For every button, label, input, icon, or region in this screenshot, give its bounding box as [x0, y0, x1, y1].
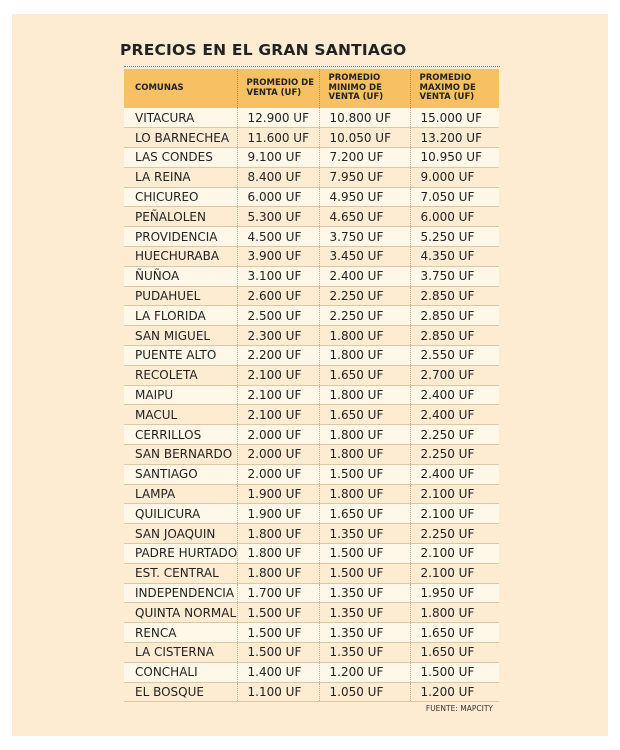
table-row: [124, 385, 499, 405]
header-line: PROMEDIO: [328, 73, 381, 84]
header-line: VENTA (UF): [328, 92, 384, 103]
promedio-venta-cell: 1.500 UF: [237, 603, 319, 623]
table-row: [124, 603, 499, 623]
promedio-venta-cell: 6.000 UF: [237, 187, 319, 207]
minimo-venta-cell: 1.350 UF: [319, 583, 410, 603]
promedio-venta-cell: 1.100 UF: [237, 682, 319, 702]
maximo-venta-cell: 7.050 UF: [410, 187, 499, 207]
comuna-cell: LO BARNECHEA: [124, 128, 237, 148]
comuna-cell: EST. CENTRAL: [124, 563, 237, 583]
maximo-venta-cell: 1.200 UF: [410, 682, 499, 702]
promedio-venta-cell: 12.900 UF: [237, 108, 319, 128]
comuna-cell: SAN JOAQUIN: [124, 524, 237, 544]
minimo-venta-cell: 2.250 UF: [319, 286, 410, 306]
table-row: [124, 563, 499, 583]
maximo-venta-cell: 2.850 UF: [410, 326, 499, 346]
source-note: FUENTE: MAPCITY: [425, 704, 493, 713]
table-row: [124, 266, 499, 286]
promedio-venta-cell: 1.500 UF: [237, 643, 319, 663]
maximo-venta-cell: 10.950 UF: [410, 148, 499, 168]
maximo-venta-cell: 2.250 UF: [410, 445, 499, 465]
comuna-cell: INDEPENDENCIA: [124, 583, 237, 603]
table-row: [124, 544, 499, 564]
maximo-venta-cell: 2.400 UF: [410, 385, 499, 405]
table-row: [124, 643, 499, 663]
minimo-venta-cell: 1.200 UF: [319, 662, 410, 682]
comuna-cell: LA CISTERNA: [124, 643, 237, 663]
minimo-venta-cell: 1.800 UF: [319, 385, 410, 405]
promedio-maximo-header: [410, 69, 499, 108]
comuna-cell: SANTIAGO: [124, 464, 237, 484]
header-line: VENTA (UF): [246, 87, 302, 98]
comuna-cell: QUINTA NORMAL: [124, 603, 237, 623]
maximo-venta-cell: 2.250 UF: [410, 524, 499, 544]
minimo-venta-cell: 10.800 UF: [319, 108, 410, 128]
maximo-venta-cell: 3.750 UF: [410, 266, 499, 286]
minimo-venta-cell: 1.500 UF: [319, 544, 410, 564]
comuna-cell: LA FLORIDA: [124, 306, 237, 326]
promedio-venta-cell: 2.300 UF: [237, 326, 319, 346]
minimo-venta-cell: 1.800 UF: [319, 326, 410, 346]
maximo-venta-cell: 2.100 UF: [410, 544, 499, 564]
comunas-header: [124, 69, 237, 108]
maximo-venta-cell: 2.400 UF: [410, 464, 499, 484]
maximo-venta-cell: 2.550 UF: [410, 346, 499, 366]
table-row: [124, 247, 499, 267]
promedio-venta-cell: 2.100 UF: [237, 385, 319, 405]
comuna-cell: RENCA: [124, 623, 237, 643]
comuna-cell: LAS CONDES: [124, 148, 237, 168]
promedio-venta-cell: 2.100 UF: [237, 365, 319, 385]
maximo-venta-cell: 2.250 UF: [410, 425, 499, 445]
comuna-cell: PROVIDENCIA: [124, 227, 237, 247]
comuna-cell: CHICUREO: [124, 187, 237, 207]
promedio-venta-header: [237, 69, 319, 108]
maximo-venta-cell: 13.200 UF: [410, 128, 499, 148]
promedio-venta-cell: 9.100 UF: [237, 148, 319, 168]
maximo-venta-cell: 2.850 UF: [410, 286, 499, 306]
maximo-venta-cell: 1.500 UF: [410, 662, 499, 682]
maximo-venta-cell: 2.850 UF: [410, 306, 499, 326]
comuna-cell: CONCHALI: [124, 662, 237, 682]
table-row: [124, 128, 499, 148]
promedio-venta-cell: 3.100 UF: [237, 266, 319, 286]
maximo-venta-cell: 15.000 UF: [410, 108, 499, 128]
header-line: MAXIMO DE: [419, 82, 476, 93]
promedio-venta-cell: 3.900 UF: [237, 247, 319, 267]
minimo-venta-cell: 1.350 UF: [319, 524, 410, 544]
table-row: [124, 484, 499, 504]
comuna-cell: LA REINA: [124, 167, 237, 187]
promedio-venta-cell: 1.500 UF: [237, 623, 319, 643]
maximo-venta-cell: 6.000 UF: [410, 207, 499, 227]
table-row: [124, 227, 499, 247]
minimo-venta-cell: 1.650 UF: [319, 405, 410, 425]
promedio-venta-cell: 1.800 UF: [237, 524, 319, 544]
table-row: [124, 445, 499, 465]
promedio-venta-cell: 11.600 UF: [237, 128, 319, 148]
promedio-venta-cell: 5.300 UF: [237, 207, 319, 227]
table-row: [124, 504, 499, 524]
table-row: [124, 682, 499, 702]
comuna-cell: PUENTE ALTO: [124, 346, 237, 366]
table-row: [124, 207, 499, 227]
header-line: PROMEDIO: [419, 73, 472, 84]
minimo-venta-cell: 2.250 UF: [319, 306, 410, 326]
minimo-venta-cell: 2.400 UF: [319, 266, 410, 286]
minimo-venta-cell: 1.050 UF: [319, 682, 410, 702]
promedio-venta-cell: 1.900 UF: [237, 504, 319, 524]
promedio-venta-cell: 2.500 UF: [237, 306, 319, 326]
table-row: [124, 464, 499, 484]
minimo-venta-cell: 4.950 UF: [319, 187, 410, 207]
promedio-venta-cell: 1.900 UF: [237, 484, 319, 504]
table-row: [124, 187, 499, 207]
promedio-venta-cell: 1.400 UF: [237, 662, 319, 682]
minimo-venta-cell: 7.950 UF: [319, 167, 410, 187]
promedio-venta-cell: 2.100 UF: [237, 405, 319, 425]
table-header-row: [124, 69, 499, 108]
promedio-venta-cell: 1.800 UF: [237, 563, 319, 583]
comuna-cell: SAN BERNARDO: [124, 445, 237, 465]
maximo-venta-cell: 2.700 UF: [410, 365, 499, 385]
comuna-cell: EL BOSQUE: [124, 682, 237, 702]
comuna-cell: SAN MIGUEL: [124, 326, 237, 346]
comuna-cell: MAIPU: [124, 385, 237, 405]
maximo-venta-cell: 2.100 UF: [410, 504, 499, 524]
minimo-venta-cell: 1.800 UF: [319, 445, 410, 465]
minimo-venta-cell: 1.500 UF: [319, 464, 410, 484]
maximo-venta-cell: 2.100 UF: [410, 563, 499, 583]
table-row: [124, 108, 499, 128]
table-row: [124, 148, 499, 168]
comuna-cell: QUILICURA: [124, 504, 237, 524]
minimo-venta-cell: 1.350 UF: [319, 643, 410, 663]
minimo-venta-cell: 3.450 UF: [319, 247, 410, 267]
promedio-venta-cell: 2.000 UF: [237, 464, 319, 484]
header-line: MINIMO DE: [328, 82, 382, 93]
minimo-venta-cell: 1.800 UF: [319, 346, 410, 366]
maximo-venta-cell: 1.650 UF: [410, 623, 499, 643]
table-row: [124, 662, 499, 682]
table-row: [124, 326, 499, 346]
promedio-venta-cell: 4.500 UF: [237, 227, 319, 247]
comuna-cell: PEÑALOLEN: [124, 207, 237, 227]
minimo-venta-cell: 1.650 UF: [319, 504, 410, 524]
comuna-cell: PADRE HURTADO: [124, 544, 237, 564]
maximo-venta-cell: 2.400 UF: [410, 405, 499, 425]
comuna-cell: HUECHURABA: [124, 247, 237, 267]
minimo-venta-cell: 1.500 UF: [319, 563, 410, 583]
promedio-venta-cell: 1.800 UF: [237, 544, 319, 564]
comuna-cell: CERRILLOS: [124, 425, 237, 445]
chart-title: PRECIOS EN EL GRAN SANTIAGO: [120, 41, 407, 59]
maximo-venta-cell: 4.350 UF: [410, 247, 499, 267]
maximo-venta-cell: 1.800 UF: [410, 603, 499, 623]
table-row: [124, 346, 499, 366]
header-line: COMUNAS: [135, 82, 184, 93]
promedio-venta-cell: 2.200 UF: [237, 346, 319, 366]
minimo-venta-cell: 3.750 UF: [319, 227, 410, 247]
comuna-cell: RECOLETA: [124, 365, 237, 385]
table-row: [124, 583, 499, 603]
maximo-venta-cell: 5.250 UF: [410, 227, 499, 247]
table-row: [124, 167, 499, 187]
table-row: [124, 623, 499, 643]
minimo-venta-cell: 7.200 UF: [319, 148, 410, 168]
promedio-minimo-header: [319, 69, 410, 108]
table-row: [124, 524, 499, 544]
table-body: [124, 108, 499, 702]
minimo-venta-cell: 1.800 UF: [319, 425, 410, 445]
table-row: [124, 405, 499, 425]
maximo-venta-cell: 2.100 UF: [410, 484, 499, 504]
header-line: VENTA (UF): [419, 92, 475, 103]
maximo-venta-cell: 1.650 UF: [410, 643, 499, 663]
minimo-venta-cell: 10.050 UF: [319, 128, 410, 148]
table-row: [124, 425, 499, 445]
comuna-cell: ÑUÑOA: [124, 266, 237, 286]
minimo-venta-cell: 4.650 UF: [319, 207, 410, 227]
comuna-cell: MACUL: [124, 405, 237, 425]
minimo-venta-cell: 1.650 UF: [319, 365, 410, 385]
table-row: [124, 365, 499, 385]
maximo-venta-cell: 9.000 UF: [410, 167, 499, 187]
header-line: PROMEDIO DE: [246, 78, 315, 88]
promedio-venta-cell: 2.000 UF: [237, 445, 319, 465]
minimo-venta-cell: 1.350 UF: [319, 603, 410, 623]
price-table: [124, 69, 499, 702]
maximo-venta-cell: 1.950 UF: [410, 583, 499, 603]
promedio-venta-cell: 2.600 UF: [237, 286, 319, 306]
minimo-venta-cell: 1.350 UF: [319, 623, 410, 643]
minimo-venta-cell: 1.800 UF: [319, 484, 410, 504]
comuna-cell: VITACURA: [124, 108, 237, 128]
comuna-cell: LAMPA: [124, 484, 237, 504]
promedio-venta-cell: 1.700 UF: [237, 583, 319, 603]
title-divider: [124, 66, 500, 67]
table-row: [124, 306, 499, 326]
promedio-venta-cell: 2.000 UF: [237, 425, 319, 445]
promedio-venta-cell: 8.400 UF: [237, 167, 319, 187]
table-row: [124, 286, 499, 306]
comuna-cell: PUDAHUEL: [124, 286, 237, 306]
